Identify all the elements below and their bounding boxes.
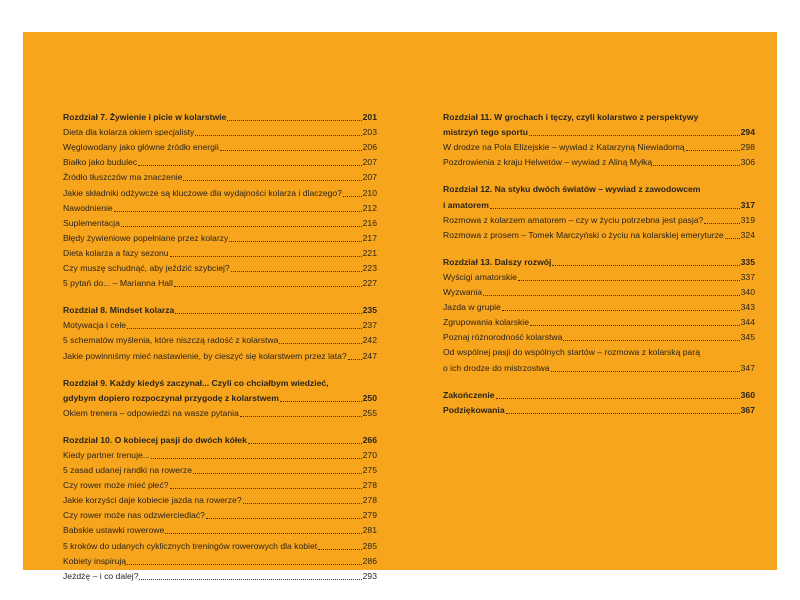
toc-entry <box>443 138 755 153</box>
toc-entry <box>63 168 377 183</box>
toc-chapter-title: Rozdział 7. Żywienie i picie w kolarstwie <box>63 112 227 123</box>
toc-page-number: 207 <box>362 157 377 168</box>
toc-entry <box>443 283 755 298</box>
toc-page-number: 279 <box>362 510 377 521</box>
toc-chapter-line2 <box>63 389 377 404</box>
toc-chapter-title: i amatorem <box>443 199 489 210</box>
toc-page-number: 266 <box>362 434 377 445</box>
leader-dots <box>220 150 362 151</box>
toc-entry-title: W drodze na Pola Elizejskie – wywiad z Katarzyną Niewiadomą <box>443 142 685 153</box>
toc-page-number: 212 <box>362 202 377 213</box>
toc-entry-title: Motywacja i cele <box>63 320 127 331</box>
leader-dots <box>183 180 361 181</box>
leader-dots <box>529 135 740 136</box>
toc-chapter-13 <box>443 253 755 268</box>
leader-dots <box>725 238 740 239</box>
leader-dots <box>206 518 362 519</box>
leader-dots <box>348 359 362 360</box>
leader-dots <box>343 196 362 197</box>
toc-chapter-title: Rozdział 11. W grochach i tęczy, czyli kolarstwo z perspektywy <box>443 112 699 123</box>
toc-chapter-11-line2 <box>443 123 755 138</box>
toc-chapter-12-line2 <box>443 195 755 210</box>
toc-page-number: 242 <box>362 335 377 346</box>
toc-page-number: 247 <box>362 350 377 361</box>
toc-entry <box>63 183 377 198</box>
toc-page-number: 344 <box>740 317 755 328</box>
toc-page-number: 319 <box>740 214 755 225</box>
toc-chapter-title: Rozdział 9. Każdy kiedyś zaczynał... Czyli co chciałbym wiedzieć, <box>63 377 329 388</box>
leader-dots <box>502 310 740 311</box>
toc-page-number: 324 <box>740 229 755 240</box>
toc-chapter <box>443 401 755 416</box>
toc-page-number: 340 <box>740 287 755 298</box>
leader-dots <box>530 325 740 326</box>
toc-entry-title: Babskie ustawki rowerowe <box>63 525 165 536</box>
toc-page-number: 216 <box>362 217 377 228</box>
leader-dots <box>279 343 361 344</box>
leader-dots <box>686 150 740 151</box>
toc-entry <box>443 211 755 226</box>
toc-entry-title: Jazda w grupie <box>443 302 501 313</box>
toc-page-number: 203 <box>362 127 377 138</box>
toc-entry-title: 5 pytań do... – Marianna Hall <box>63 278 173 289</box>
toc-entry-title: Dieta kolarza a fazy sezonu <box>63 247 169 258</box>
leader-dots <box>127 564 362 565</box>
toc-entry-title: Czy rower może mieć płeć? <box>63 480 169 491</box>
toc-page-number: 337 <box>740 271 755 282</box>
toc-entry <box>63 153 377 168</box>
toc-chapter <box>443 386 755 401</box>
toc-entry-title: Białko jako budulec <box>63 157 138 168</box>
toc-entry-title: Jakie powinniśmy mieć nastawienie, by cieszyć się kolarstwem przez lata? <box>63 350 347 361</box>
toc-chapter-title: mistrzyń tego sportu <box>443 127 528 138</box>
toc-entry <box>63 331 377 346</box>
leader-dots <box>121 226 362 227</box>
toc-entry-title: 5 kroków do udanych cyklicznych treningów rowerowych dla kobiet <box>63 540 318 551</box>
toc-entry-title: 5 schematów myślenia, które niszczą radość z kolarstwa <box>63 335 279 346</box>
toc-entry-title: Czy muszę schudnąć, aby jeździć szybciej? <box>63 263 230 274</box>
toc-entry <box>63 567 377 582</box>
toc-entry-title: Suplementacja <box>63 217 120 228</box>
toc-entry-title: Jakie korzyści daje kobiecie jazda na rowerze? <box>63 495 242 506</box>
toc-page-number: 367 <box>740 404 755 415</box>
toc-entry-title: Węglowodany jako główne źródło energii <box>63 142 219 153</box>
toc-entry <box>443 153 755 168</box>
toc-page-number: 360 <box>740 389 755 400</box>
toc-page-number: 223 <box>362 263 377 274</box>
toc-page-number: 250 <box>362 392 377 403</box>
leader-dots <box>138 165 362 166</box>
toc-chapter <box>63 108 377 123</box>
toc-entry <box>63 123 377 138</box>
toc-entry <box>63 506 377 521</box>
toc-entry-title: Pozdrowienia z kraju Helwetów – wywiad z Aliną Myłką <box>443 157 653 168</box>
leader-dots <box>248 443 362 444</box>
toc-page-number: 201 <box>362 112 377 123</box>
leader-dots <box>506 413 740 414</box>
toc-entry <box>63 346 377 361</box>
toc-chapter-title: Rozdział 13. Dalszy rozwój <box>443 256 552 267</box>
toc-chapter-title: Rozdział 10. O kobiecej pasji do dwóch kółek <box>63 434 247 445</box>
toc-entry-line1 <box>443 343 755 358</box>
toc-page-number: 206 <box>362 142 377 153</box>
toc-page-number: 278 <box>362 480 377 491</box>
toc-entry-title: Jeżdżę – i co dalej? <box>63 570 139 581</box>
toc-entry <box>63 229 377 244</box>
leader-dots <box>151 458 362 459</box>
leader-dots <box>318 549 362 550</box>
leader-dots <box>483 295 740 296</box>
toc-entry <box>63 491 377 506</box>
toc-entry-title: Poznaj różnorodność kolarstwa <box>443 332 563 343</box>
toc-entry-title: o ich drodze do mistrzostwa <box>443 362 550 373</box>
toc-page-number: 286 <box>362 555 377 566</box>
toc-right-column <box>443 108 755 416</box>
toc-chapter-title: Rozdział 8. Mindset kolarza <box>63 305 175 316</box>
toc-page-number: 294 <box>740 127 755 138</box>
toc-entry <box>63 552 377 567</box>
toc-entry <box>443 268 755 283</box>
toc-entry-title: Od wspólnej pasji do wspólnych startów – rozmowa z kolarską parą <box>443 347 700 358</box>
toc-page-number: 285 <box>362 540 377 551</box>
leader-dots <box>195 135 361 136</box>
toc-page-number: 347 <box>740 362 755 373</box>
leader-dots <box>551 371 740 372</box>
toc-page-number: 335 <box>740 256 755 267</box>
leader-dots <box>280 401 362 402</box>
toc-chapter-title: Zakończenie <box>443 389 495 400</box>
toc-page-number: 298 <box>740 142 755 153</box>
toc-entry <box>63 214 377 229</box>
toc-entry-line2 <box>443 358 755 373</box>
book-spread <box>23 32 777 581</box>
toc-chapter <box>63 301 377 316</box>
toc-page-number: 275 <box>362 465 377 476</box>
toc-page-number: 345 <box>740 332 755 343</box>
toc-entry-title: Zgrupowania kolarskie <box>443 317 529 328</box>
leader-dots <box>175 313 361 314</box>
leader-dots <box>490 208 740 209</box>
toc-page-number: 237 <box>362 320 377 331</box>
toc-chapter-title: Podziękowania <box>443 404 505 415</box>
toc-chapter-12-line1 <box>443 180 755 195</box>
toc-page-number: 343 <box>740 302 755 313</box>
toc-entry-title: Wyścigi amatorskie <box>443 271 517 282</box>
leader-dots <box>563 340 739 341</box>
toc-page-number: 207 <box>362 172 377 183</box>
toc-entry <box>63 521 377 536</box>
toc-page-number: 221 <box>362 247 377 258</box>
toc-entry-title: Wyzwania <box>443 287 483 298</box>
leader-dots <box>240 416 362 417</box>
leader-dots <box>704 223 739 224</box>
toc-page-number: 227 <box>362 278 377 289</box>
toc-page-number: 255 <box>362 407 377 418</box>
toc-entry-title: Rozmowa z prosem – Tomek Marczyński o życiu na kolarskiej emeryturze <box>443 229 724 240</box>
leader-dots <box>227 120 361 121</box>
leader-dots <box>114 211 362 212</box>
toc-entry-title: Dieta dla kolarza okiem specjalisty <box>63 127 195 138</box>
toc-page-number: 210 <box>362 187 377 198</box>
toc-chapter-11-line1 <box>443 108 755 123</box>
toc-entry <box>63 274 377 289</box>
toc-chapter-title: Rozdział 12. Na styku dwóch światów – wywiad z zawodowcem <box>443 184 701 195</box>
toc-chapter <box>63 431 377 446</box>
toc-entry-title: Okiem trenera – odpowiedzi na wasze pytania <box>63 407 239 418</box>
leader-dots <box>170 488 362 489</box>
toc-entry <box>443 328 755 343</box>
leader-dots <box>231 271 362 272</box>
toc-entry <box>63 138 377 153</box>
toc-page-number: 306 <box>740 157 755 168</box>
toc-entry-title: Nawodnienie <box>63 202 113 213</box>
leader-dots <box>170 256 362 257</box>
toc-page-number: 235 <box>362 305 377 316</box>
leader-dots <box>139 579 361 580</box>
toc-page-number: 281 <box>362 525 377 536</box>
leader-dots <box>243 503 362 504</box>
leader-dots <box>552 265 739 266</box>
toc-entry <box>443 313 755 328</box>
toc-entry-title: 5 zasad udanej randki na rowerze <box>63 465 192 476</box>
toc-entry-title: Błędy żywieniowe popełniane przez kolarzy <box>63 232 229 243</box>
toc-entry <box>63 199 377 214</box>
toc-entry <box>443 226 755 241</box>
toc-entry <box>63 446 377 461</box>
toc-entry <box>63 244 377 259</box>
toc-page-number: 278 <box>362 495 377 506</box>
toc-entry <box>443 298 755 313</box>
toc-entry <box>63 316 377 331</box>
leader-dots <box>229 241 361 242</box>
toc-left-column <box>63 108 377 582</box>
toc-entry <box>63 259 377 274</box>
toc-page-number: 317 <box>740 199 755 210</box>
leader-dots <box>496 398 740 399</box>
toc-entry-title: Źródło tłuszczów ma znaczenie <box>63 172 183 183</box>
toc-entry-title: Jakie składniki odżywcze są kluczowe dla wydajności kolarza i dlaczego? <box>63 187 342 198</box>
leader-dots <box>165 533 361 534</box>
leader-dots <box>653 165 739 166</box>
leader-dots <box>127 328 362 329</box>
toc-entry <box>63 461 377 476</box>
toc-page-number: 270 <box>362 449 377 460</box>
toc-chapter-line1 <box>63 374 377 389</box>
leader-dots <box>518 280 740 281</box>
toc-entry <box>63 476 377 491</box>
toc-left-list <box>63 108 377 582</box>
toc-entry-title: Kobiety inspirują <box>63 555 127 566</box>
toc-entry-title: Czy rower może nas odzwierciedlać? <box>63 510 205 521</box>
toc-entry-title: Kiedy partner trenuje... <box>63 449 150 460</box>
toc-entry <box>63 404 377 419</box>
toc-page-number: 217 <box>362 232 377 243</box>
toc-entry-title: Rozmowa z kolarzem amatorem – czy w życiu potrzebna jest pasja? <box>443 214 704 225</box>
leader-dots <box>193 473 362 474</box>
toc-page-number: 293 <box>362 570 377 581</box>
toc-chapter-title: gdybym dopiero rozpoczynał przygodę z kolarstwem <box>63 392 279 403</box>
leader-dots <box>174 286 362 287</box>
toc-entry <box>63 536 377 551</box>
